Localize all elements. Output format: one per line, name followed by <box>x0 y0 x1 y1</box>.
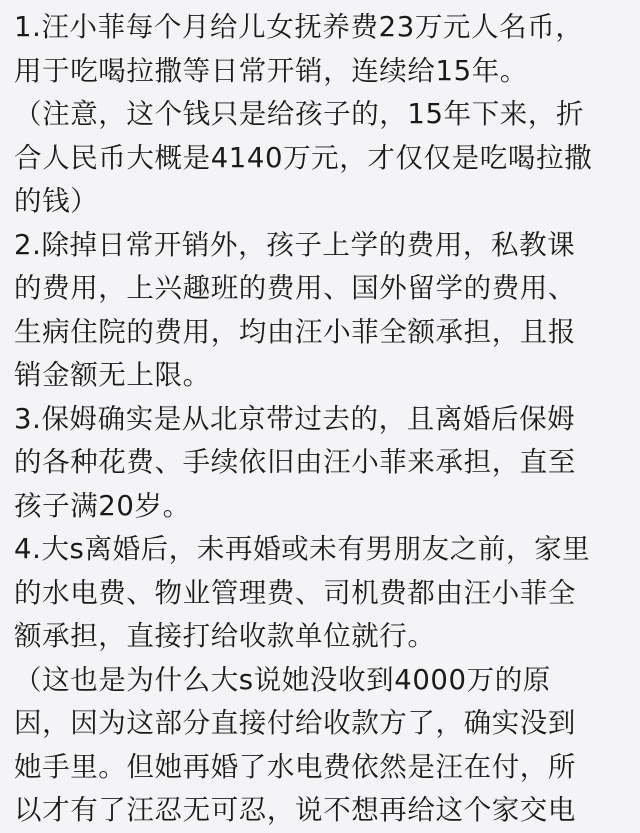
text-line: 用于吃喝拉撒等日常开销，连续给15年。 <box>14 54 528 87</box>
text-line: 4.大s离婚后，未再婚或未有男朋友之前，家里 <box>14 533 591 565</box>
text-line: 2.除掉日常开销外，孩子上学的费用，私教课 <box>14 228 576 261</box>
text-line: 以才有了汪忍无可忍，说不想再给这个家交电 <box>14 794 576 826</box>
text-line: 的钱） <box>14 185 99 217</box>
text-line: 额承担，直接打给收款单位就行。 <box>14 620 436 652</box>
text-line: 销金额无上限。 <box>14 359 211 391</box>
text-line: 孩子满20岁。 <box>14 489 191 522</box>
text-line: 合人民币大概是4140万元，才仅仅是吃喝拉撒 <box>14 141 593 174</box>
text-line: 生病住院的费用，均由汪小菲全额承担，且报 <box>14 315 576 348</box>
text-line: 的费用，上兴趣班的费用、国外留学的费用、 <box>14 272 576 304</box>
text-line: 因，因为这部分直接付给收款方了，确实没到 <box>14 707 576 739</box>
text-line: 1.汪小菲每个月给儿女抚养费23万元人名币， <box>14 11 584 43</box>
text-line: 3.保姆确实是从北京带过去的，且离婚后保姆 <box>14 402 576 435</box>
text-line: （注意，这个钱只是给孩子的，15年下来，折 <box>14 98 585 130</box>
text-line: 的水电费、物业管理费、司机费都由汪小菲全 <box>14 576 576 609</box>
text-line: 她手里。但她再婚了水电费依然是汪在付，所 <box>14 750 576 783</box>
text-line: （这也是为什么大s说她没收到4000万的原 <box>14 663 551 696</box>
text-line: 的各种花费、手续依旧由汪小菲来承担，直至 <box>14 446 576 478</box>
